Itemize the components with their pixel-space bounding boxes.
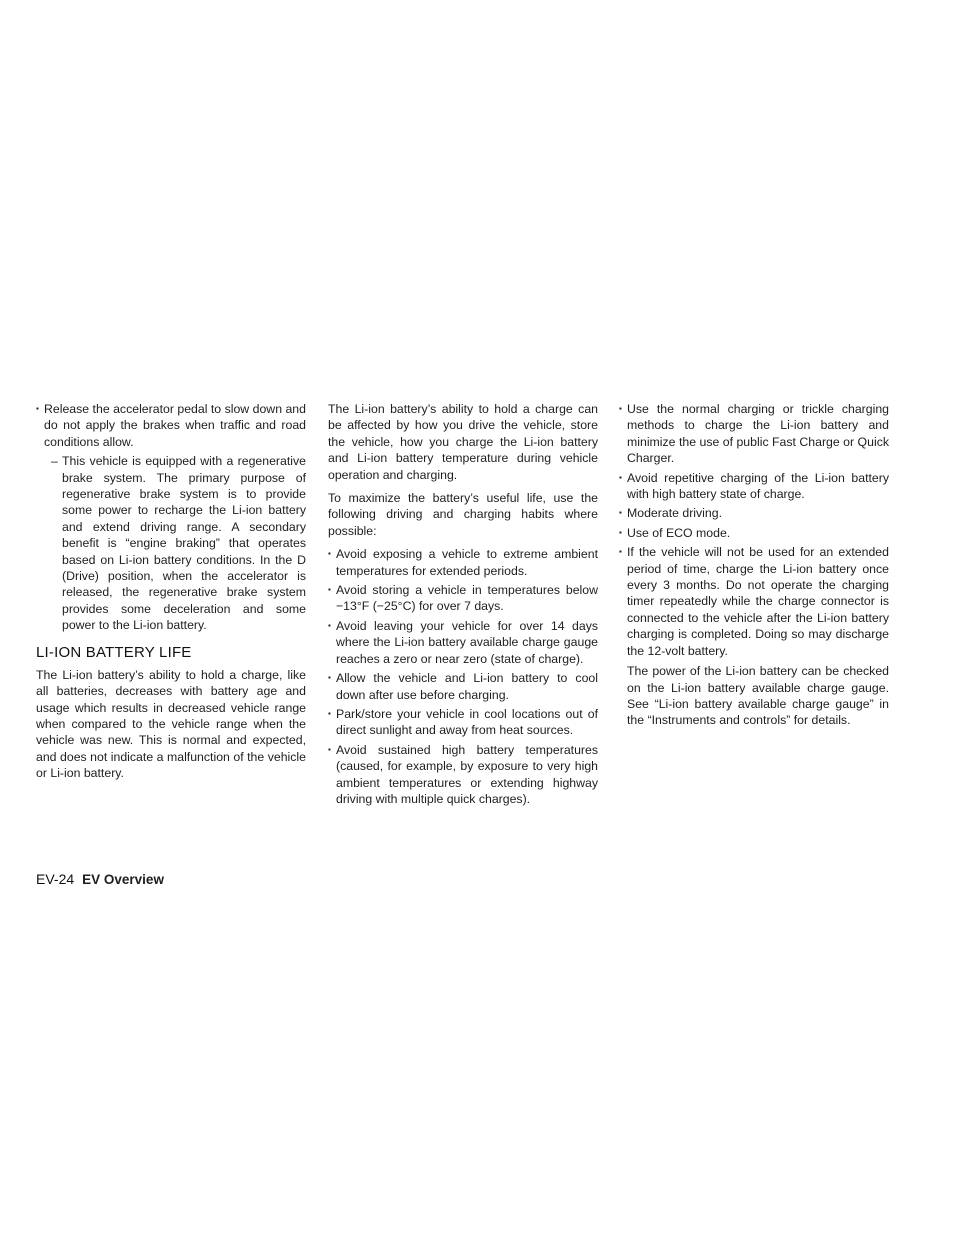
page-footer <box>36 870 164 889</box>
list-item: ▪ Avoid leaving your vehicle for over 14 days where the Li-ion battery available charge gauge reaches a zero or near zero (state of charge). <box>328 618 598 667</box>
column-3 <box>619 401 889 734</box>
list-item: ▪ Allow the vehicle and Li-ion battery to cool down after use before charging. <box>328 670 598 703</box>
bullet-release-accelerator: ▪ Release the accelerator pedal to slow down and do not apply the brakes when traffic and road conditions allow. <box>36 401 306 450</box>
list-item: ▪ Avoid storing a vehicle in temperatures below −13°F (−25°C) for over 7 days. <box>328 582 598 615</box>
section-title: EV Overview <box>82 872 164 887</box>
section-heading: LI-ION BATTERY LIFE <box>36 643 192 661</box>
paragraph-maximize-life: To maximize the battery’s useful life, use the following driving and charging habits where possible: <box>328 491 598 538</box>
sub-item-text: This vehicle is equipped with a regenerative brake system. The primary purpose of regenerative brake system is to provide some power to recharge the Li-ion battery and extend driving range. A secondary benefit is “engine braking” that operates based on Li-ion battery conditions. In the D (Drive) position, when the accelerator is released, the regenerative brake system provides some deceleration and some power to the Li-ion battery. <box>62 454 306 633</box>
list-item: ▪ If the vehicle will not be used for an extended period of time, charge the Li-ion battery once every 3 months. Do not operate the charging timer repeatedly while the charge connector is connected to the vehicle after the Li-ion battery charging is completed. Doing so may discharge the 12-volt battery. <box>619 544 889 659</box>
column-2 <box>328 401 598 810</box>
paragraph-charge-ability: The Li-ion battery’s ability to hold a charge can be affected by how you drive the vehicle, store the vehicle, how you charge the Li-ion battery and Li-ion battery temperature during vehicle operation and charging. <box>328 402 598 482</box>
page-number: EV-24 <box>36 871 75 887</box>
list-item: ▪ Use of ECO mode. <box>619 525 889 541</box>
column-1 <box>36 401 306 787</box>
dash-marker: – <box>51 454 58 469</box>
list-item: ▪ Avoid repetitive charging of the Li-ion battery with high battery state of charge. <box>619 470 889 503</box>
list-item: ▪ Moderate driving. <box>619 505 889 521</box>
list-item: ▪ Avoid exposing a vehicle to extreme ambient temperatures for extended periods. <box>328 546 598 579</box>
paragraph-charge-gauge: The power of the Li-ion battery can be checked on the Li-ion battery available charge gauge. See “Li-ion battery available charge gauge” in the “Instruments and controls” for details. <box>627 664 889 728</box>
list-item: ▪ Avoid sustained high battery temperatures (caused, for example, by exposure to very high ambient temperatures or extending highway driving with multiple quick charges). <box>328 742 598 808</box>
sub-item-regenerative-brake <box>36 453 306 633</box>
list-item: ▪ Use the normal charging or trickle charging methods to charge the Li-ion battery and minimize the use of public Fast Charge or Quick Charger. <box>619 401 889 467</box>
paragraph-battery-life: The Li-ion battery’s ability to hold a charge, like all batteries, decreases with battery age and usage which results in decreased vehicle range when compared to the vehicle range when the vehicle was new. This is normal and expected, and does not indicate a malfunction of the vehicle or Li-ion battery. <box>36 667 306 781</box>
list-item: ▪ Park/store your vehicle in cool locations out of direct sunlight and away from heat sources. <box>328 706 598 739</box>
